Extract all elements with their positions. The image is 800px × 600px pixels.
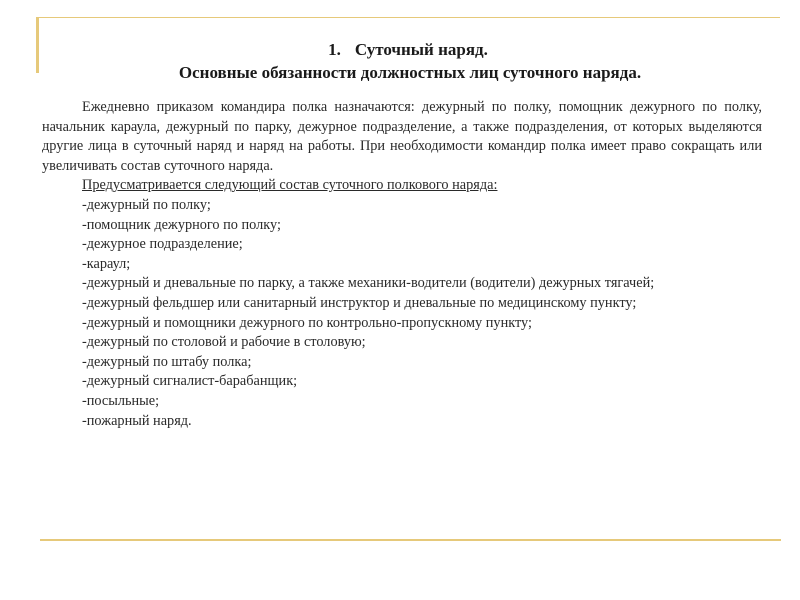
list-item: -дежурный по штабу полка; — [82, 353, 252, 370]
list-item: -помощник дежурного по полку; — [82, 216, 281, 233]
title-line-1 — [40, 38, 780, 61]
list-item: -дежурный по полку; — [82, 196, 211, 213]
list-item: -пожарный наряд. — [82, 412, 192, 429]
frame-bottom-rule — [40, 539, 781, 541]
slide-body — [42, 98, 762, 431]
frame-left-rule — [36, 17, 39, 73]
list-item: -посыльные; — [82, 392, 160, 409]
list-item: -дежурный фельдшер или санитарный инструктор и дневальные по медицинскому пункту; — [82, 294, 637, 311]
frame-top-rule — [36, 17, 780, 18]
slide-title — [40, 38, 780, 84]
intro-paragraph: Ежедневно приказом командира полка назначаются: дежурный по полку, помощник дежурного по полку, начальник караула, дежурный по парку, дежурное подразделение, а также подразделения, от которых выделяются другие лица в суточный наряд и наряд на работы. При необходимости командир полка имеет право сокращать или увеличивать состав суточного наряда. — [42, 99, 762, 174]
list-item: -дежурный по столовой и рабочие в столовую; — [82, 334, 366, 351]
list-item: -дежурный и дневальные по парку, а также механики-водители (водители) дежурных тягачей; — [82, 275, 655, 292]
list-item: -дежурный и помощники дежурного по контрольно-пропускному пункту; — [82, 314, 532, 331]
title-line-2: Основные обязанности должностных лиц суточного наряда. — [178, 63, 642, 82]
list-item: -караул; — [82, 255, 131, 272]
list-subheading: Предусматривается следующий состав суточного полкового наряда: — [82, 177, 498, 194]
title-number: 1. — [328, 40, 341, 59]
list-item: -дежурное подразделение; — [82, 236, 243, 253]
duty-list — [42, 196, 762, 431]
title-text-1: Суточный наряд. — [354, 40, 488, 59]
list-item: -дежурный сигналист-барабанщик; — [82, 373, 298, 390]
